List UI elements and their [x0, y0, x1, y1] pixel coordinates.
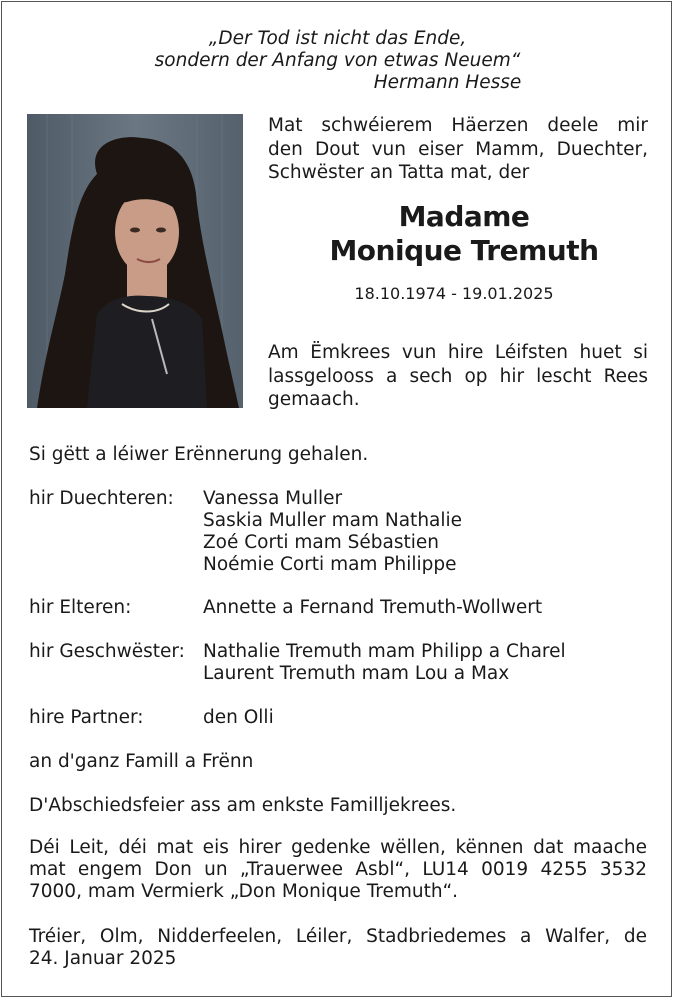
remembrance-text: Si gëtt a léiwer Erënnerung gehalen.	[29, 444, 369, 465]
family-friends-text: an d'ganz Famill a Frënn	[29, 751, 254, 772]
daughter-name: Saskia Muller mam Nathalie	[203, 510, 463, 531]
intro-line-2: den Dout vun eiser Mamm, Duechter,	[268, 138, 648, 160]
siblings-label: hir Geschwëster:	[29, 641, 185, 662]
deceased-name	[268, 200, 660, 268]
deceased-title: Madame	[398, 200, 530, 233]
passing-line-2: lassgelooss a sech op hir lescht Rees	[268, 365, 648, 387]
donation-line-1: Déi Leit, déi mat eis hirer gedenke wëllen, kënnen dat maache	[29, 837, 647, 858]
portrait-photo	[27, 114, 243, 408]
donation-line-3: 7000, mam Vermierk „Don Monique Tremuth“.	[29, 881, 459, 902]
place-date-line-2: 24. Januar 2025	[29, 948, 177, 969]
daughters-label: hir Duechteren:	[29, 488, 174, 509]
partner-label: hire Partner:	[29, 707, 144, 728]
hesse-quote	[0, 28, 675, 94]
donation-line-2: mat engem Don un „Trauerwee Asbl“, LU14 0019 4255 3532	[29, 859, 647, 880]
quote-line-1: „Der Tod ist nicht das Ende,	[208, 28, 467, 49]
passing-text	[268, 341, 648, 412]
sibling-name: Nathalie Tremuth mam Philipp a Charel	[203, 641, 566, 662]
sibling-name: Laurent Tremuth mam Lou a Max	[203, 663, 510, 684]
daughter-name: Noémie Corti mam Philippe	[203, 554, 457, 575]
parents-label: hir Elteren:	[29, 597, 132, 618]
place-date-line-1: Tréier, Olm, Nidderfeelen, Léiler, Stadbriedemes a Walfer, de	[29, 926, 647, 947]
intro-text	[268, 114, 648, 185]
life-dates: 18.10.1974 - 19.01.2025	[354, 284, 554, 303]
siblings-list	[203, 641, 566, 685]
passing-line-3: gemaach.	[268, 389, 360, 410]
daughters-list	[203, 488, 462, 576]
daughter-name: Vanessa Muller	[203, 488, 343, 509]
partner-name: den Olli	[203, 707, 274, 728]
place-date-text	[29, 926, 647, 970]
parents-names: Annette a Fernand Tremuth-Wollwert	[203, 597, 543, 618]
passing-line-1: Am Ëmkrees vun hire Léifsten huet si	[268, 342, 648, 363]
quote-author: Hermann Hesse	[373, 72, 522, 93]
quote-line-2: sondern der Anfang von etwas Neuem“	[154, 50, 521, 71]
daughter-name: Zoé Corti mam Sébastien	[203, 532, 439, 553]
intro-line-3: Schwëster an Tatta mat, der	[268, 162, 530, 183]
intro-line-1: Mat schwéierem Häerzen deele mir	[268, 115, 648, 136]
donation-text	[29, 837, 647, 903]
ceremony-text: D'Abschiedsfeier ass am enkste Familljekrees.	[29, 795, 457, 816]
deceased-fullname: Monique Tremuth	[329, 234, 599, 267]
